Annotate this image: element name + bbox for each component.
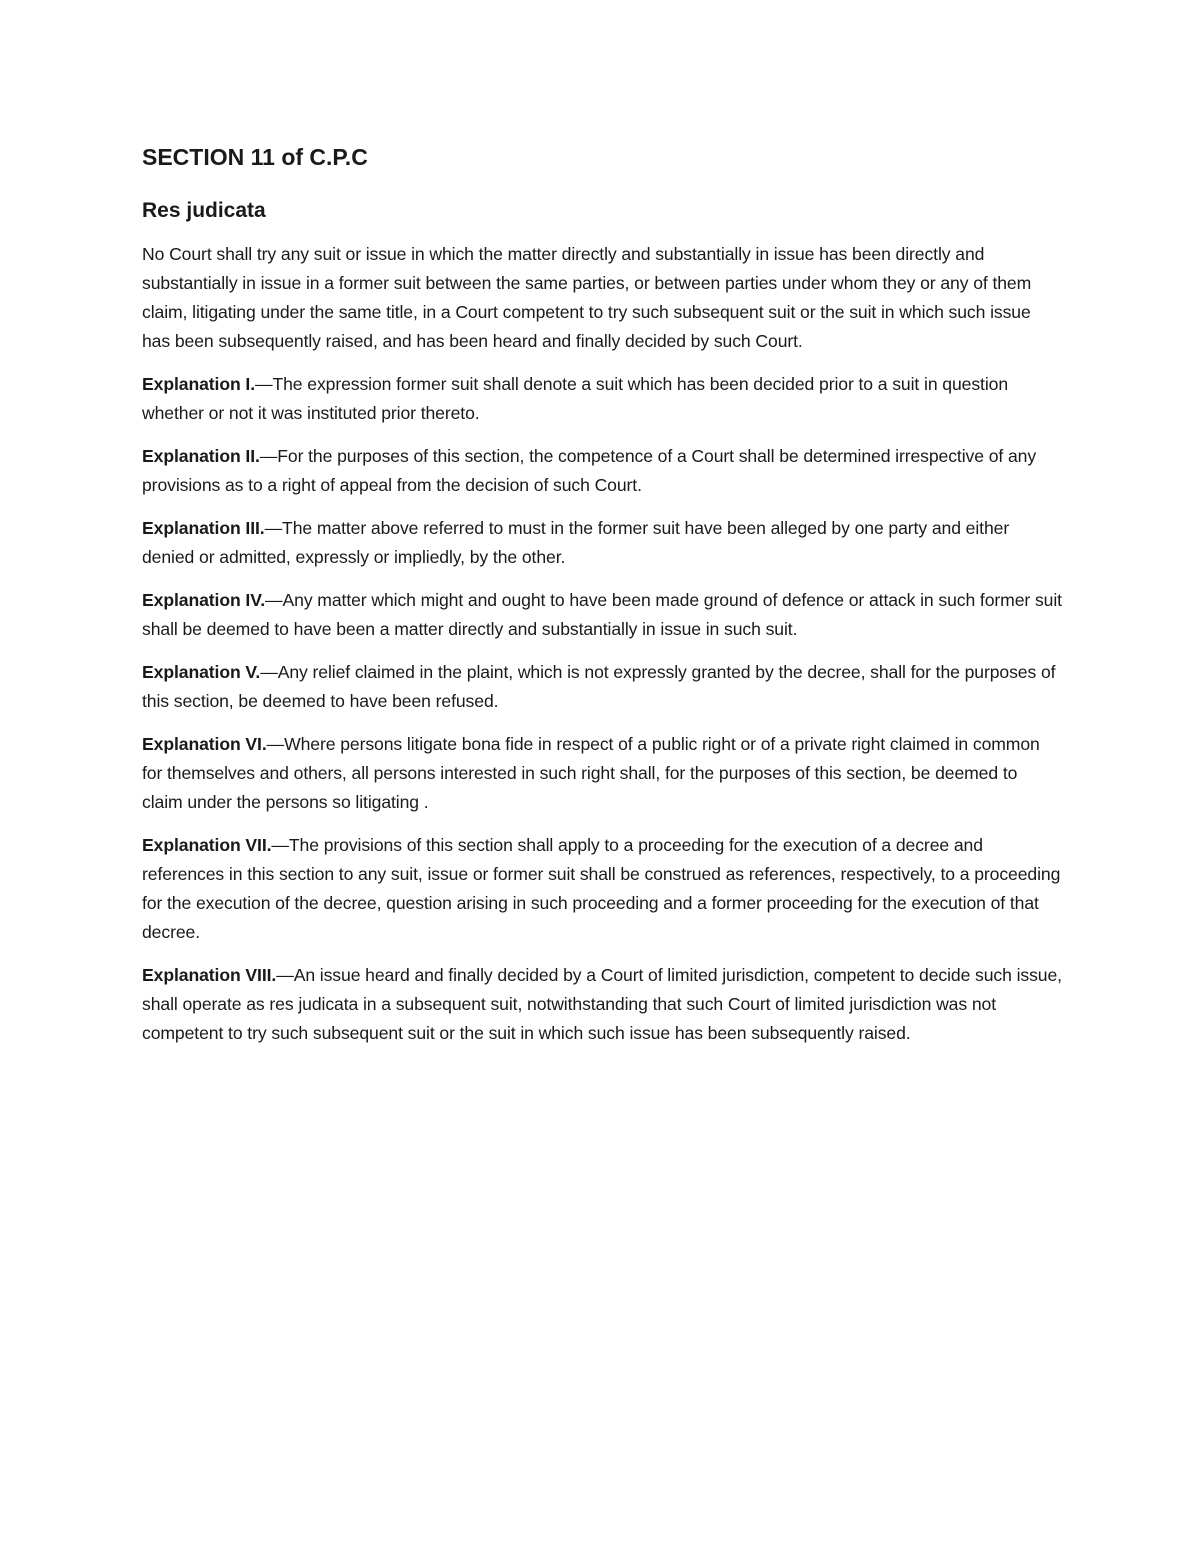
explanation-paragraph: [142, 514, 1062, 572]
explanation-paragraph: [142, 370, 1062, 428]
explanation-label: Explanation V.: [142, 662, 261, 682]
explanation-label: Explanation VII.: [142, 835, 272, 855]
explanation-paragraph: [142, 961, 1062, 1048]
explanation-text: —For the purposes of this section, the competence of a Court shall be determined irrespective of any provisions as to a right of appeal from the decision of such Court.: [142, 446, 1037, 495]
explanation-label: Explanation I.: [142, 374, 255, 394]
explanation-paragraph: [142, 831, 1062, 947]
explanation-text: —The matter above referred to must in the former suit have been alleged by one party and either denied or admitted, expressly or impliedly, by the other.: [142, 518, 1010, 567]
explanation-text: —Any matter which might and ought to have been made ground of defence or attack in such former suit shall be deemed to have been a matter directly and substantially in issue in such suit.: [142, 590, 1062, 639]
document-title: SECTION 11 of C.P.C: [142, 144, 368, 170]
explanation-label: Explanation VI.: [142, 734, 267, 754]
explanation-paragraph: [142, 658, 1062, 716]
explanation-label: Explanation IV.: [142, 590, 265, 610]
explanation-text: —Any relief claimed in the plaint, which is not expressly granted by the decree, shall for the purposes of this section, be deemed to have been refused.: [142, 662, 1056, 711]
explanation-text: —An issue heard and finally decided by a Court of limited jurisdiction, competent to decide such issue, shall operate as res judicata in a subsequent suit, notwithstanding that such Court of limited jurisdiction was not competent to try such subsequent suit or the suit in which such issue has been subsequently raised.: [142, 965, 1062, 1043]
explanation-paragraph: [142, 442, 1062, 500]
explanation-label: Explanation VIII.: [142, 965, 277, 985]
explanation-label: Explanation III.: [142, 518, 265, 538]
explanation-label: Explanation II.: [142, 446, 260, 466]
explanation-text: —The expression former suit shall denote a suit which has been decided prior to a suit in question whether or not it was instituted prior thereto.: [142, 374, 1009, 423]
document-page: [142, 140, 1062, 1062]
explanation-paragraph: [142, 730, 1062, 817]
explanation-text: —Where persons litigate bona fide in respect of a public right or of a private right claimed in common for themselves and others, all persons interested in such right shall, for the purposes of this section, be deemed to claim under the persons so litigating .: [142, 734, 1040, 812]
explanation-paragraph: [142, 586, 1062, 644]
explanation-text: —The provisions of this section shall apply to a proceeding for the execution of a decree and references in this section to any suit, issue or former suit shall be construed as references, respectively, to a proceeding for the execution of the decree, question arising in such proceeding and a former proceeding for the execution of that decree.: [142, 835, 1061, 942]
intro-paragraph: No Court shall try any suit or issue in which the matter directly and substantially in issue has been directly and substantially in issue in a former suit between the same parties, or between parties under whom they or any of them claim, litigating under the same title, in a Court competent to try such subsequent suit or the suit in which such issue has been subsequently raised, and has been heard and finally decided by such Court.: [142, 244, 1032, 351]
document-subtitle: Res judicata: [142, 199, 266, 222]
